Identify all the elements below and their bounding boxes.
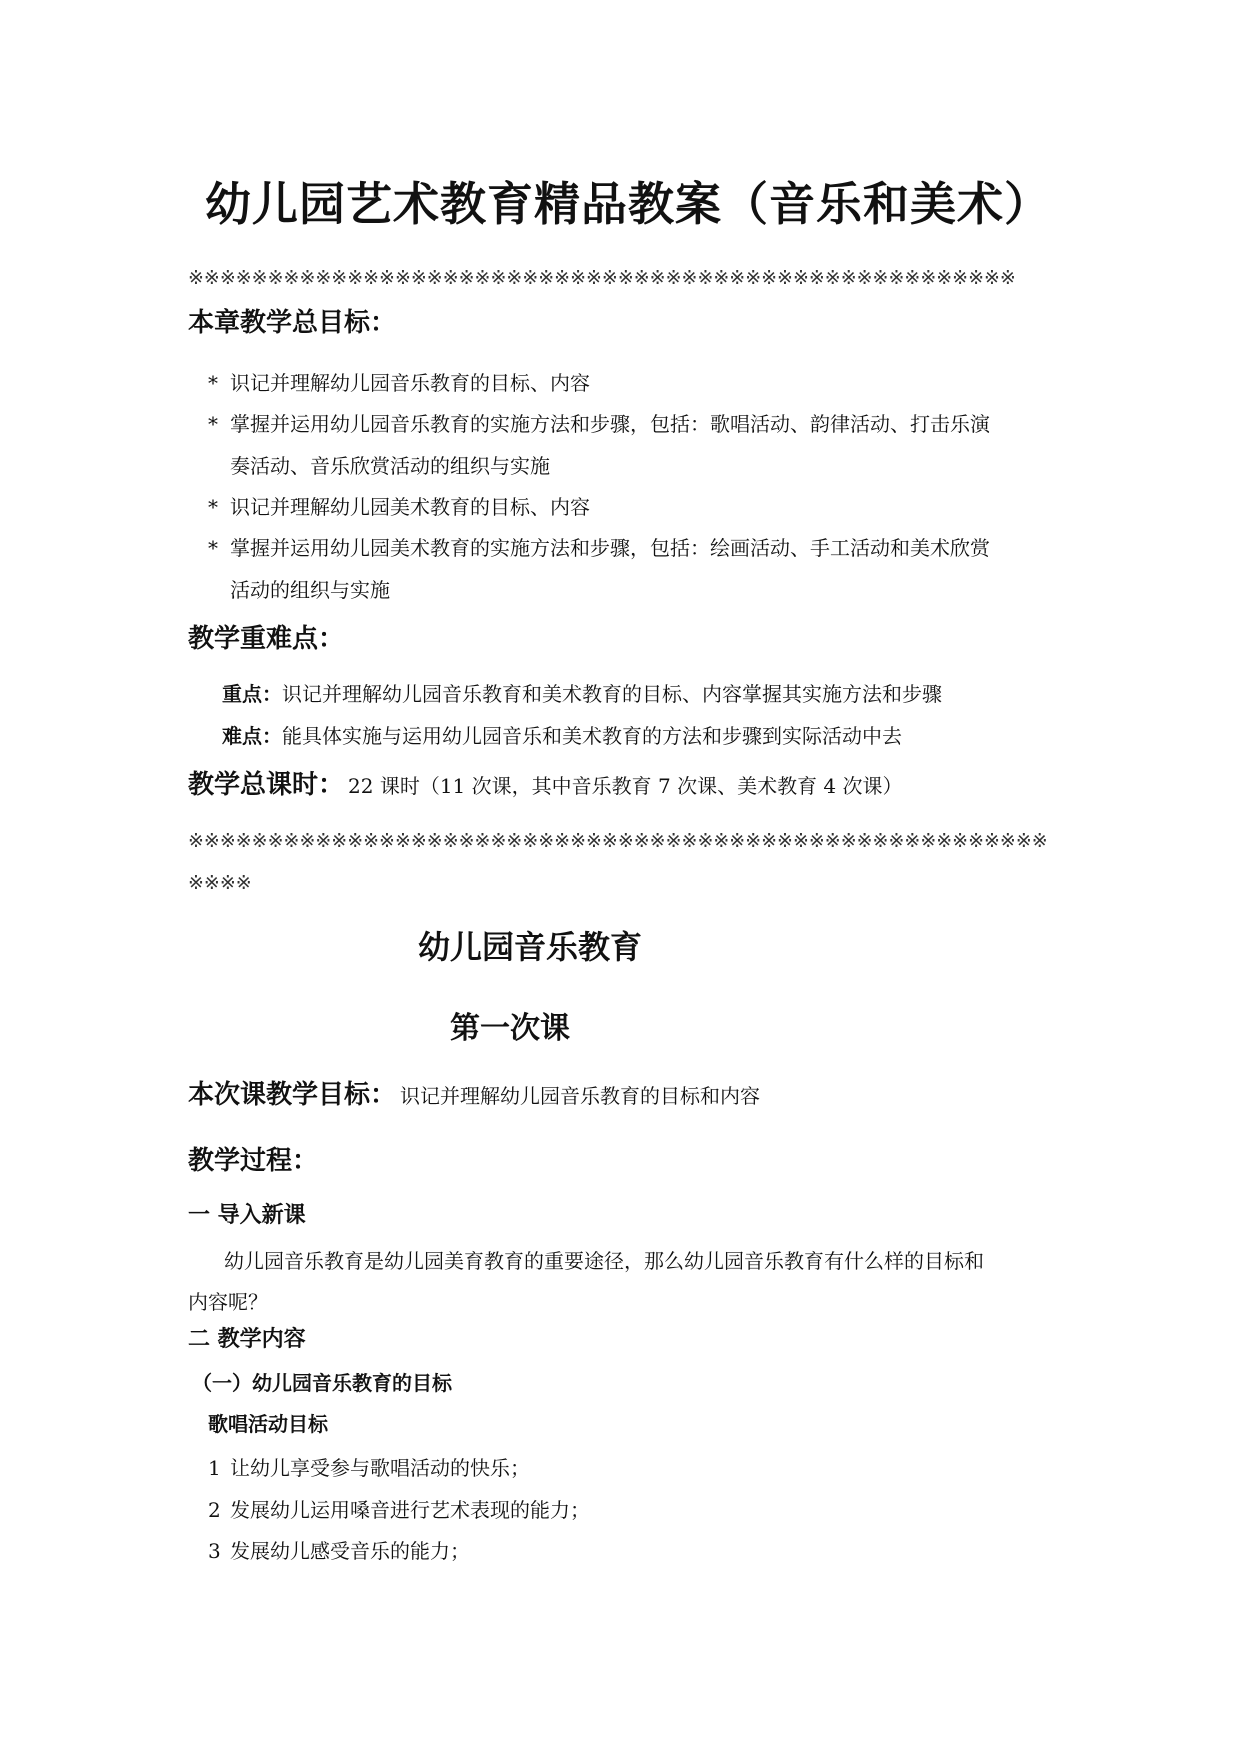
total-hours-text: 22 课时（11 次课，其中音乐教育 7 次课、美术教育 4 次课） xyxy=(348,774,903,798)
goal-item-continuation: 活动的组织与实施 xyxy=(230,578,390,602)
goal-item-text: 掌握并运用幼儿园音乐教育的实施方法和步骤，包括：歌唱活动、韵律活动、打击乐演 xyxy=(230,412,990,436)
item-number: 3 xyxy=(208,1539,221,1563)
focus-text: 识记并理解幼儿园音乐教育和美术教育的目标、内容掌握其实施方法和步骤 xyxy=(282,682,942,706)
bullet-icon: * xyxy=(208,412,218,436)
difficulty-text: 能具体实施与运用幼儿园音乐和美术教育的方法和步骤到实际活动中去 xyxy=(282,724,902,748)
goal-item xyxy=(208,408,990,437)
total-hours-row xyxy=(188,764,903,801)
part1-heading: 一 导入新课 xyxy=(188,1203,306,1228)
singing-goal-item xyxy=(208,1452,530,1481)
total-hours-label: 教学总课时： xyxy=(188,770,345,800)
star-divider-continuation: ※※※※ xyxy=(188,872,252,894)
goal-item-continuation: 奏活动、音乐欣赏活动的组织与实施 xyxy=(230,454,550,478)
goal-item-text: 识记并理解幼儿园美术教育的目标、内容 xyxy=(230,495,590,519)
bullet-icon: * xyxy=(208,371,218,395)
focus-row xyxy=(222,678,942,707)
bullet-icon: * xyxy=(208,495,218,519)
item-text: 发展幼儿感受音乐的能力； xyxy=(230,1539,470,1563)
item-text: 发展幼儿运用嗓音进行艺术表现的能力； xyxy=(230,1498,590,1522)
process-heading: 教学过程： xyxy=(188,1146,319,1176)
lesson-goal-row xyxy=(188,1074,760,1111)
lesson-goal-label: 本次课教学目标： xyxy=(188,1080,397,1110)
singing-goal-item xyxy=(208,1535,470,1564)
goal-item xyxy=(208,532,990,561)
lesson-title: 第一次课 xyxy=(450,1011,570,1046)
item-number: 1 xyxy=(208,1456,221,1480)
bullet-icon: * xyxy=(208,536,218,560)
document-title: 幼儿园艺术教育精品教案（音乐和美术） xyxy=(205,177,1051,231)
key-points-heading: 教学重难点： xyxy=(188,624,345,654)
part1-paragraph-line: 内容呢？ xyxy=(188,1290,268,1314)
star-divider: ※※※※※※※※※※※※※※※※※※※※※※※※※※※※※※※※※※※※※※※※※※※※※※※※※※※※※※ xyxy=(188,830,1048,852)
item-number: 2 xyxy=(208,1498,221,1522)
difficulty-row xyxy=(222,720,902,749)
difficulty-label: 难点： xyxy=(222,724,282,748)
goal-item-text: 掌握并运用幼儿园美术教育的实施方法和步骤，包括：绘画活动、手工活动和美术欣赏 xyxy=(230,536,990,560)
part2-subheading: （一）幼儿园音乐教育的目标 xyxy=(192,1371,452,1395)
lesson-goal-text: 识记并理解幼儿园音乐教育的目标和内容 xyxy=(400,1084,761,1108)
singing-goals-heading: 歌唱活动目标 xyxy=(208,1412,328,1436)
part1-paragraph-line: 幼儿园音乐教育是幼儿园美育教育的重要途径，那么幼儿园音乐教育有什么样的目标和 xyxy=(224,1249,984,1273)
goals-heading: 本章教学总目标： xyxy=(188,308,397,338)
section-title: 幼儿园音乐教育 xyxy=(418,928,643,966)
goal-item xyxy=(208,367,590,396)
item-text: 让幼儿享受参与歌唱活动的快乐； xyxy=(230,1456,530,1480)
star-divider: ※※※※※※※※※※※※※※※※※※※※※※※※※※※※※※※※※※※※※※※※※※※※※※※※※※※※ xyxy=(188,267,1016,289)
part2-heading: 二 教学内容 xyxy=(188,1327,306,1352)
singing-goal-item xyxy=(208,1494,590,1523)
goal-item xyxy=(208,491,590,520)
focus-label: 重点： xyxy=(222,682,282,706)
goal-item-text: 识记并理解幼儿园音乐教育的目标、内容 xyxy=(230,371,590,395)
